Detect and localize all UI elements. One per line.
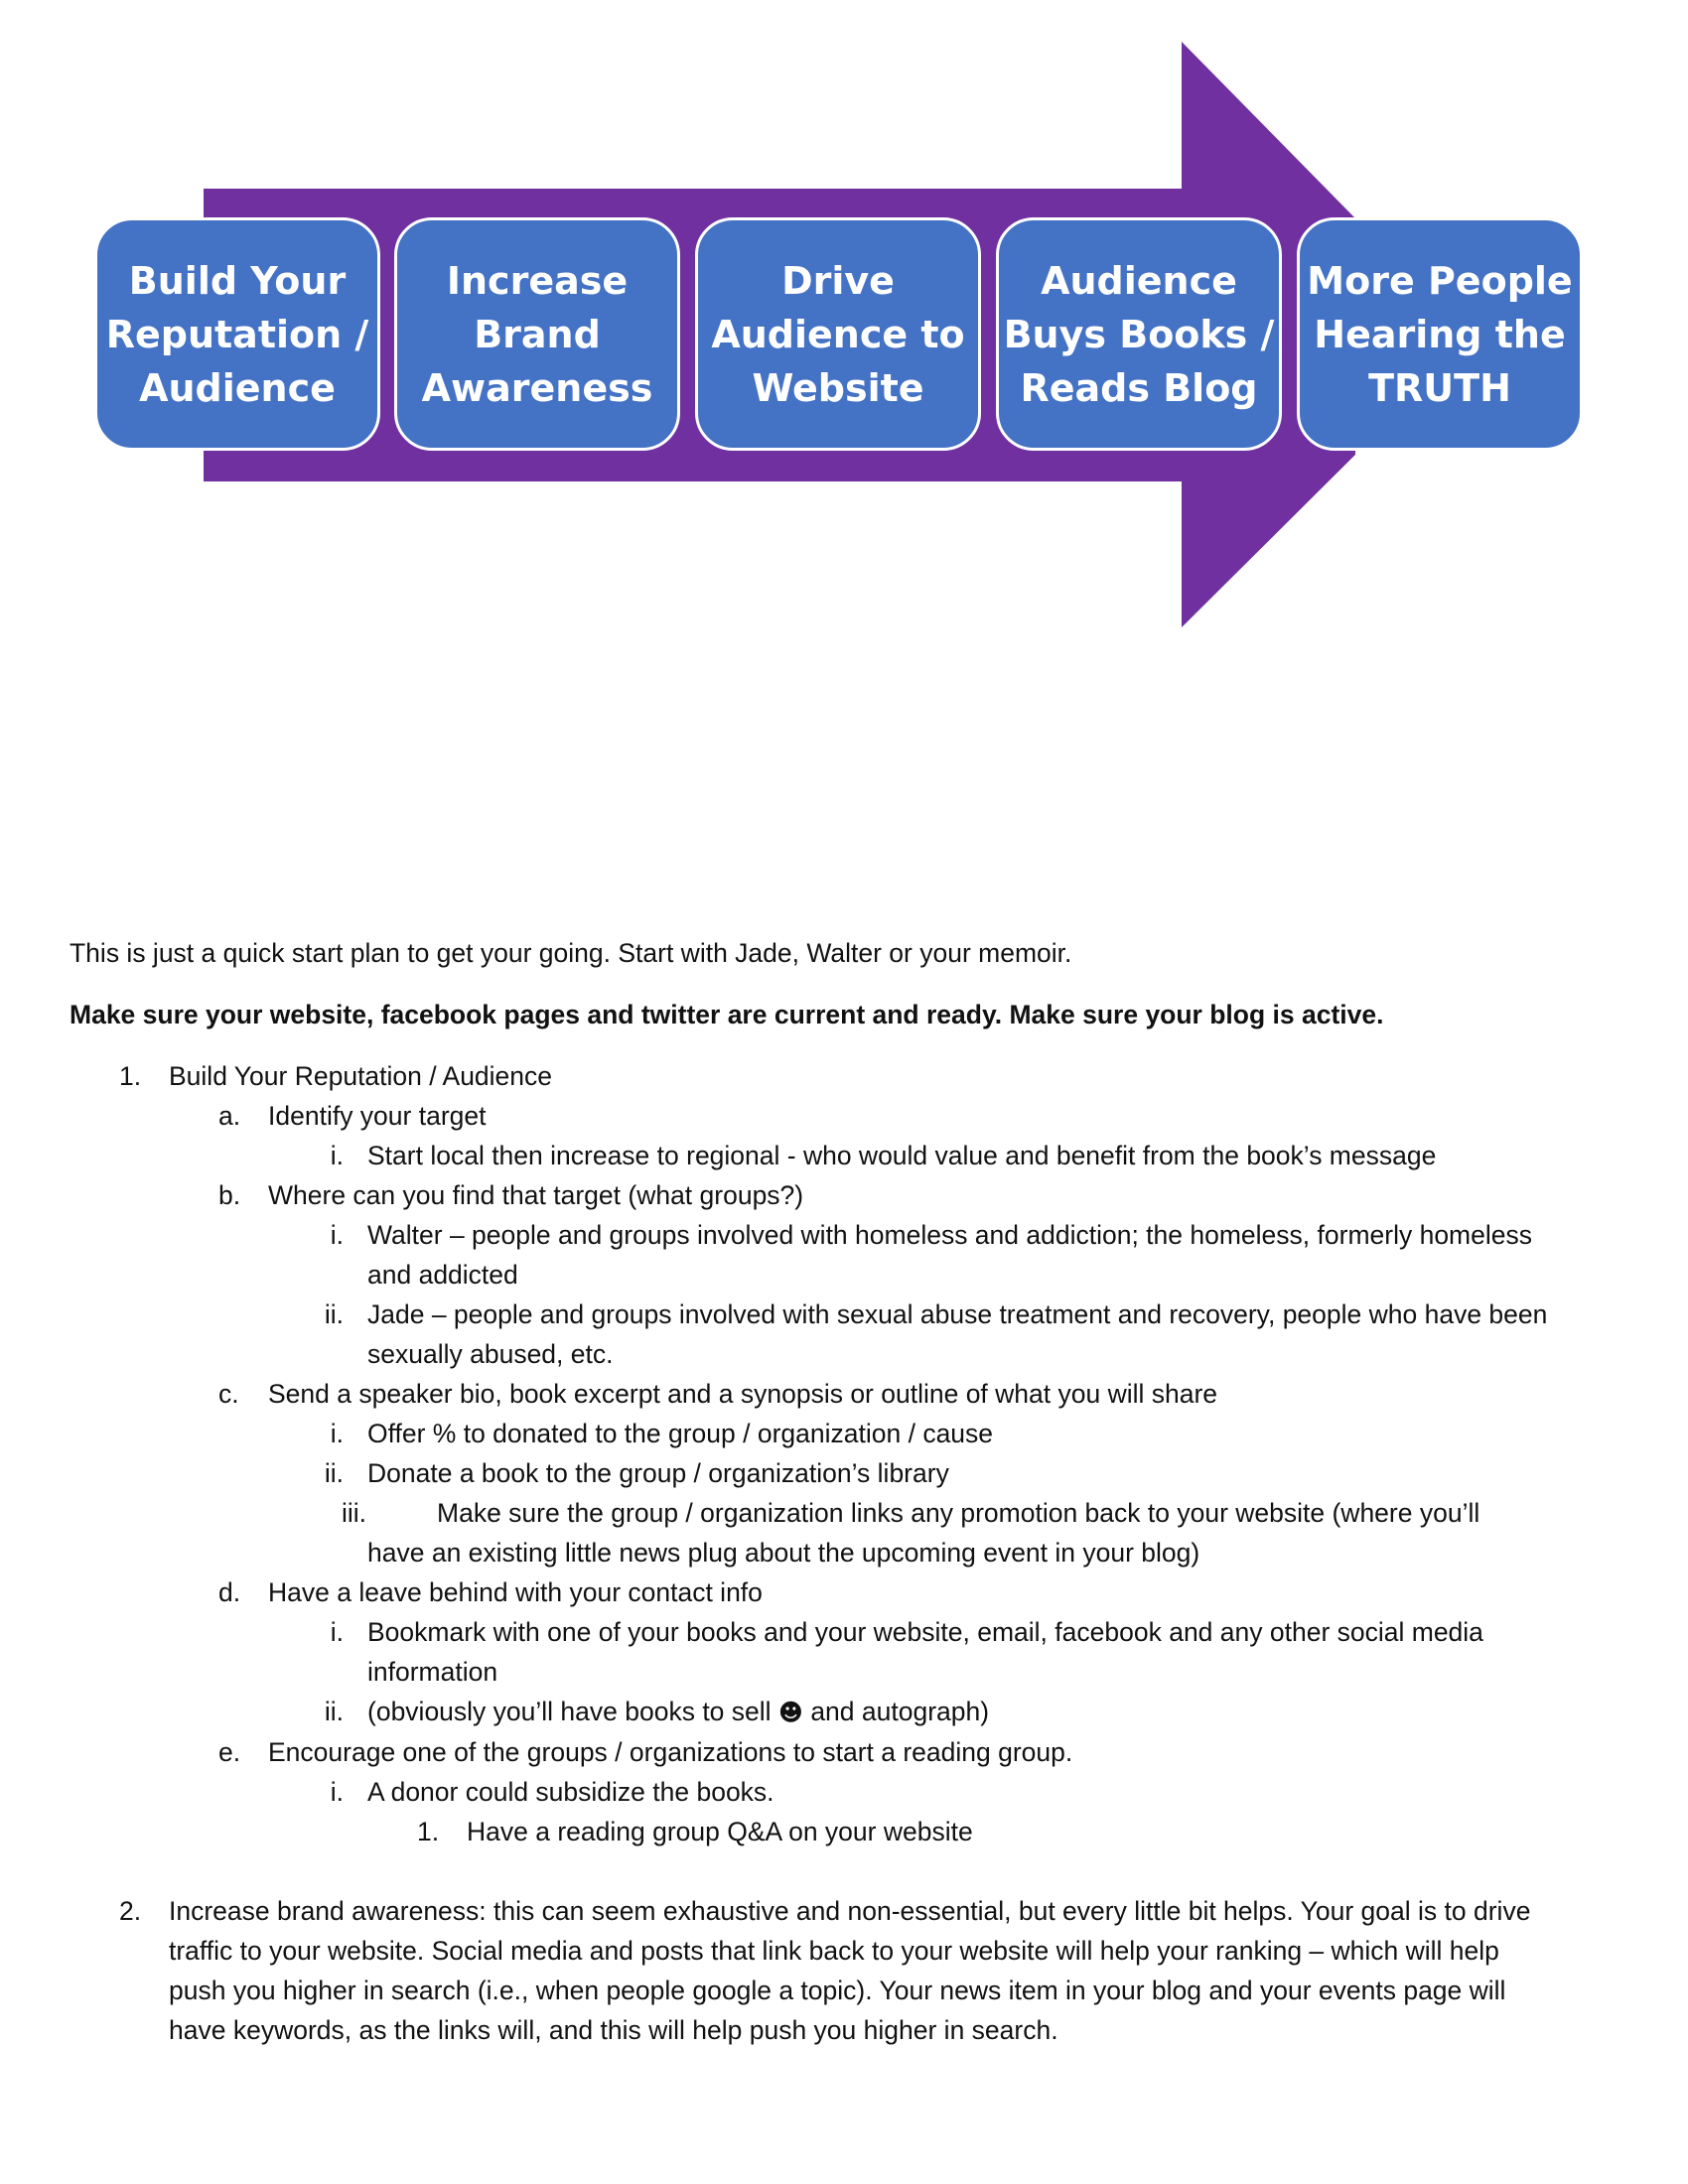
list-item-text: (obviously you’ll have books to sell (367, 1697, 778, 1726)
list-item-text: Have a leave behind with your contact info (268, 1577, 763, 1607)
list-item-continuation: traffic to your website. Social media and posts that link back to your website will help your ranking – which will help (169, 1936, 1499, 1966)
stage-label: Increase Brand Awareness (421, 258, 653, 410)
list-marker: 2. (119, 1896, 142, 1926)
list-item-1c-iii (70, 1493, 1638, 1533)
list-marker: c. (218, 1379, 239, 1409)
list-item-continuation: have an existing little news plug about the upcoming event in your blog) (367, 1538, 1200, 1568)
list-item-text: A donor could subsidize the books. (367, 1777, 774, 1807)
list-marker: ii. (324, 1697, 344, 1726)
list-marker: e. (218, 1737, 241, 1767)
list-item-text: Jade – people and groups involved with sexual abuse treatment and recovery, people who have been (367, 1299, 1548, 1329)
list-item-1a-i (70, 1136, 1638, 1175)
stage-drive-audience (695, 217, 981, 451)
list-marker: i. (330, 1220, 344, 1250)
list-marker: ii. (324, 1458, 344, 1488)
list-item-1b (70, 1175, 1638, 1215)
stage-label: Drive Audience to Website (711, 258, 965, 410)
stage-more-people (1297, 217, 1583, 451)
list-item-2 (70, 1891, 1638, 1931)
process-diagram (0, 0, 1688, 695)
list-item-continuation: have keywords, as the links will, and this will help push you higher in search. (169, 2015, 1058, 2045)
list-item-1c-ii (70, 1453, 1638, 1493)
list-marker: iii. (342, 1498, 367, 1528)
list-marker: d. (218, 1577, 241, 1607)
list-item-1d (70, 1572, 1638, 1612)
list-marker: 1. (417, 1817, 440, 1846)
list-item-1c-i (70, 1414, 1638, 1453)
stage-increase-brand (394, 217, 680, 451)
list-item-continuation: information (367, 1657, 498, 1687)
stage-build-reputation (94, 217, 380, 451)
stage-label: Build Your Reputation / Audience (105, 258, 369, 410)
list-marker: i. (330, 1617, 344, 1647)
list-item-text: Encourage one of the groups / organizations to start a reading group. (268, 1737, 1073, 1767)
list-marker: i. (330, 1777, 344, 1807)
list-item-text: Where can you find that target (what groups?) (268, 1180, 804, 1210)
list-item-text: Make sure the group / organization links any promotion back to your website (where you’ll (437, 1498, 1480, 1528)
list-item-text: Increase brand awareness: this can seem exhaustive and non-essential, but every little bit helps. Your goal is to drive (169, 1896, 1531, 1926)
list-item-1 (70, 1056, 1638, 1096)
list-item-text: Start local then increase to regional - who would value and benefit from the book’s message (367, 1141, 1437, 1170)
list-item-1d-i (70, 1612, 1638, 1652)
list-item-text: Walter – people and groups involved with homeless and addiction; the homeless, formerly homeless (367, 1220, 1533, 1250)
list-marker: b. (218, 1180, 241, 1210)
list-item-text: Identify your target (268, 1101, 487, 1131)
list-item-continuation: push you higher in search (i.e., when people google a topic). Your news item in your blog and your events page will (169, 1976, 1506, 2005)
stage-label: Audience Buys Books / Reads Blog (1003, 258, 1275, 410)
smiley-icon: ☻ (777, 1699, 803, 1726)
list-item-text: Have a reading group Q&A on your website (467, 1817, 973, 1846)
list-item-text: Send a speaker bio, book excerpt and a synopsis or outline of what you will share (268, 1379, 1218, 1409)
list-item-text: Build Your Reputation / Audience (169, 1061, 553, 1091)
bold-note: Make sure your website, facebook pages and twitter are current and ready. Make sure your blog is active. (70, 1000, 1384, 1029)
list-item-1e (70, 1732, 1638, 1772)
stage-audience-buys (996, 217, 1282, 451)
list-marker: i. (330, 1141, 344, 1170)
list-item-text: Bookmark with one of your books and your website, email, facebook and any other social media (367, 1617, 1483, 1647)
list-item-continuation: and addicted (367, 1260, 518, 1290)
list-item-text: Offer % to donated to the group / organization / cause (367, 1419, 994, 1448)
document-body (70, 933, 1638, 2050)
stage-label: More People Hearing the TRUTH (1307, 258, 1573, 410)
list-marker: i. (330, 1419, 344, 1448)
list-item-continuation: sexually abused, etc. (367, 1339, 614, 1369)
list-marker: a. (218, 1101, 241, 1131)
list-item-1e-i-1 (70, 1812, 1638, 1851)
list-item-1c (70, 1374, 1638, 1414)
list-item-text: Donate a book to the group / organization’s library (367, 1458, 949, 1488)
intro-paragraph: This is just a quick start plan to get your going. Start with Jade, Walter or your memoir. (70, 938, 1072, 968)
list-marker: ii. (324, 1299, 344, 1329)
plan-list (70, 1056, 1638, 2050)
list-item-1e-i (70, 1772, 1638, 1812)
list-marker: 1. (119, 1061, 142, 1091)
list-item-1b-ii (70, 1295, 1638, 1334)
list-item-1b-i (70, 1215, 1638, 1255)
list-item-1a (70, 1096, 1638, 1136)
list-item-text: and autograph) (802, 1697, 990, 1726)
list-item-1d-ii (70, 1692, 1638, 1732)
